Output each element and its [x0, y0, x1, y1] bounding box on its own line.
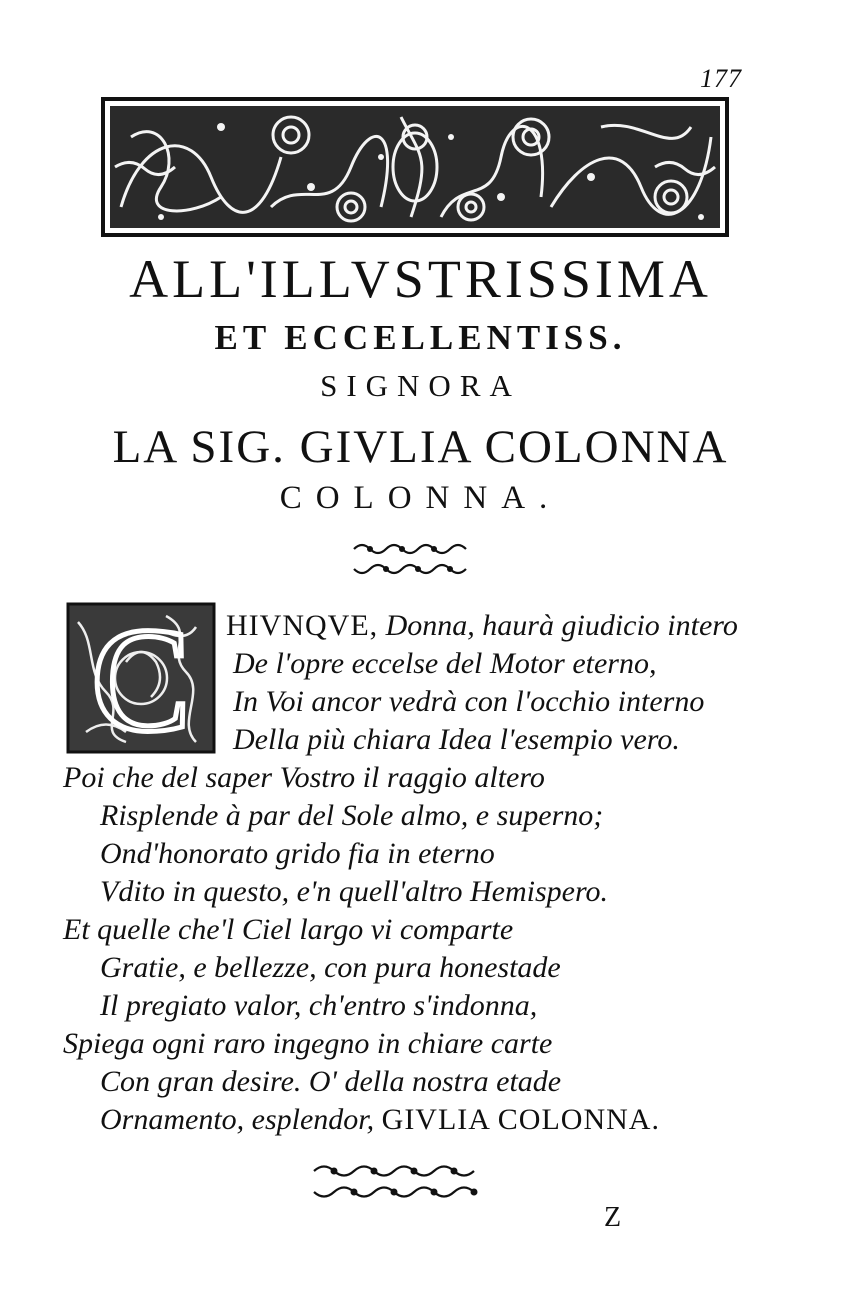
heading-line-5: COLONNA. [279, 480, 562, 516]
poem-line-2: De l'opre eccelse del Motor eterno, [233, 647, 657, 680]
poem-line-11: Il pregiato valor, ch'entro s'indonna, [100, 989, 538, 1022]
heading-line-3: SIGNORA [320, 368, 521, 403]
poem-line-7: Ond'honorato grido fia in eterno [100, 837, 495, 870]
fleuron-ornament [348, 537, 468, 579]
poem-line-12: Spiega ogni raro ingegno in chiare carte [63, 1027, 553, 1060]
poem-line-14 [100, 1103, 660, 1137]
heading-line-2: ET ECCELLENTISS. [214, 318, 627, 357]
poem-line-3: In Voi ancor vedrà con l'occhio interno [233, 685, 705, 718]
poem-line-5: Poi che del saper Vostro il raggio altero [63, 761, 545, 794]
signature-mark: Z [604, 1202, 622, 1233]
decorated-initial-c [66, 602, 216, 754]
poem-line-8: Vdito in questo, e'n quell'altro Hemispero. [100, 875, 609, 908]
page-number: 177 [700, 64, 742, 93]
heading-line-1: ALL'ILLVSTRISSIMA [129, 249, 712, 309]
ornamental-headpiece [101, 97, 729, 237]
poem-line-1-lead: HIVNQVE, [226, 609, 379, 642]
poem-line-1-rest: Donna, haurà giudicio intero [378, 609, 738, 642]
poem-line-14-lead: Ornamento, esplendor, [100, 1103, 382, 1136]
poem-line-10: Gratie, e bellezze, con pura honestade [100, 951, 561, 984]
heading-line-4: LA SIG. GIVLIA COLONNA [112, 421, 729, 473]
poem-line-13: Con gran desire. O' della nostra etade [100, 1065, 562, 1098]
drop-cap-letter: C [90, 602, 192, 754]
tailpiece-ornament [308, 1158, 486, 1204]
poem-line-6: Risplende à par del Sole almo, e superno; [100, 799, 604, 832]
poem-line-4: Della più chiara Idea l'esempio vero. [233, 723, 680, 756]
poem-line-1 [226, 609, 738, 643]
poem-line-14-name: GIVLIA COLONNA. [381, 1103, 660, 1136]
poem-line-9: Et quelle che'l Ciel largo vi comparte [63, 913, 514, 946]
